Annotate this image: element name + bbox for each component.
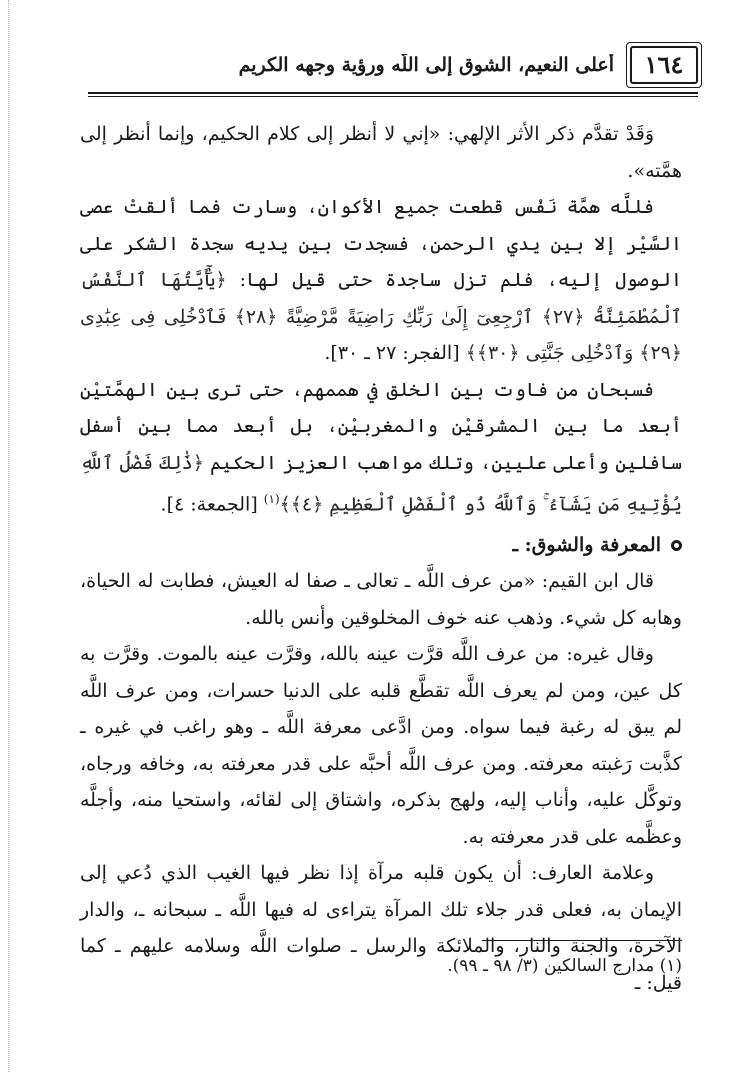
footnote-rule: [482, 940, 682, 941]
footnote-marker: (١): [263, 492, 280, 506]
section-paragraph-2: وقال غيره: من عرف اللَّه قرَّت عينه بالله، وقرَّت عينه بالموت. وقرَّت به كل عين، ومن لم يعرف اللَّه تقطَّع قلبه على الدنيا حسرات، ومن عرف اللَّه لم يبق له رغبة فيما سواه. ومن ادَّعى معرفة اللَّه ـ وهو راغب في غيره ـ كذَّبت رَغبته معرفته. ومن عرف اللَّه أحبَّه على قدر معرفته به، وخافه ورجاه، وتوكَّل عليه، وأناب إليه، ولهج بذكره، واشتاق إلى لقائه، واستحيا منه، وأجلَّه وعظَّمه على قدر معرفته به.: [80, 643, 682, 848]
running-title: أعلى النعيم، الشوق إلى اللَّه ورؤية وجهه الكريم: [238, 54, 614, 76]
page-number: ١٦٤: [630, 46, 698, 84]
main-text: [80, 116, 682, 1001]
section-heading: [80, 527, 682, 564]
paragraph-2: [80, 189, 682, 372]
section-paragraph-3: وعلامة العارف: أن يكون قلبه مرآة إذا نظر فيها الغيب الذي دُعي إلى الإيمان به، فعلى قدر جلاء تلك المرآة يتراءى له فيها اللَّه ـ سبحانه ـ، والدار الآخرة، والجنة والنار، والملائكة والرسل ـ صلوات اللَّه وسلامه عليهم ـ كما قيل: ـ: [80, 862, 682, 994]
header-rule: [88, 92, 698, 94]
footnote: (١) مدارج السالكين (٣/ ٩٨ ـ ٩٩).: [447, 956, 682, 976]
section-heading-text: المعرفة والشوق: ـ: [512, 533, 661, 556]
quran-verse-jumuah: ﴿ذَٰلِكَ فَضْلُ ٱللَّهِ يُؤْتِيهِ مَن يَشَآءُ ۚ وَٱللَّهُ ذُو ٱلْفَضْلِ ٱلْعَظِيمِ ﴿٤﴾﴾: [80, 451, 682, 516]
quran-verse-fajr: ﴿يَٰٓأَيَّتُهَا ٱلنَّفْسُ ٱلْمُطْمَئِنَّةُ ﴿٢٧﴾ ٱرْجِعِىٓ إِلَىٰ رَبِّكِ رَاضِيَةً مَّرْضِيَّةً ﴿٢٨﴾ فَٱدْخُلِى فِى عِبَٰدِى ﴿٢٩﴾ وَٱدْخُلِى جَنَّتِى ﴿٣٠﴾﴾: [80, 269, 682, 364]
quran-ref-jumuah: [الجمعة: ٤].: [160, 493, 258, 516]
quran-ref-fajr: [الفجر: ٢٧ ـ ٣٠].: [324, 342, 460, 364]
paragraph-3-text: فسبحان من فاوت بين الخلق في هممهم، حتى ترى بين الهمَّتيْن أبعد ما بين المشرقيْن والمغربيْن، بل أبعد مما بين أسفل سافلين وأعلى عليين، وتلك مواهب العزيز الحكيم: [80, 378, 682, 474]
page-header: [88, 38, 698, 94]
section-paragraph-1: قال ابن القيم: «من عرف اللَّه ـ تعالى ـ صفا له العيش، فطابت له الحياة، وهابه كل شيء. وذهب عنه خوف المخلوقين وأنس بالله.: [80, 570, 682, 629]
page-edge-mark: [8, 0, 9, 1072]
paragraph-2-text: فللَّه همَّة نَفْس قطعت جميع الأكوان، وسارت فما ألقتْ عصى السَّيْر إلا بين يدي الرحمن، فسجدت بين يديه سجدة الشكر على الوصول إليه، فلم تزل ساجدة حتى قيل لها:: [80, 196, 683, 291]
bullet-icon: [671, 540, 682, 551]
paragraph-3: [80, 372, 682, 523]
paragraph-1: وَقَدْ تقدَّم ذكر الأثر الإلهي: «إني لا أنظر إلى كلام الحكيم، وإنما أنظر إلى همَّته».: [80, 123, 682, 182]
